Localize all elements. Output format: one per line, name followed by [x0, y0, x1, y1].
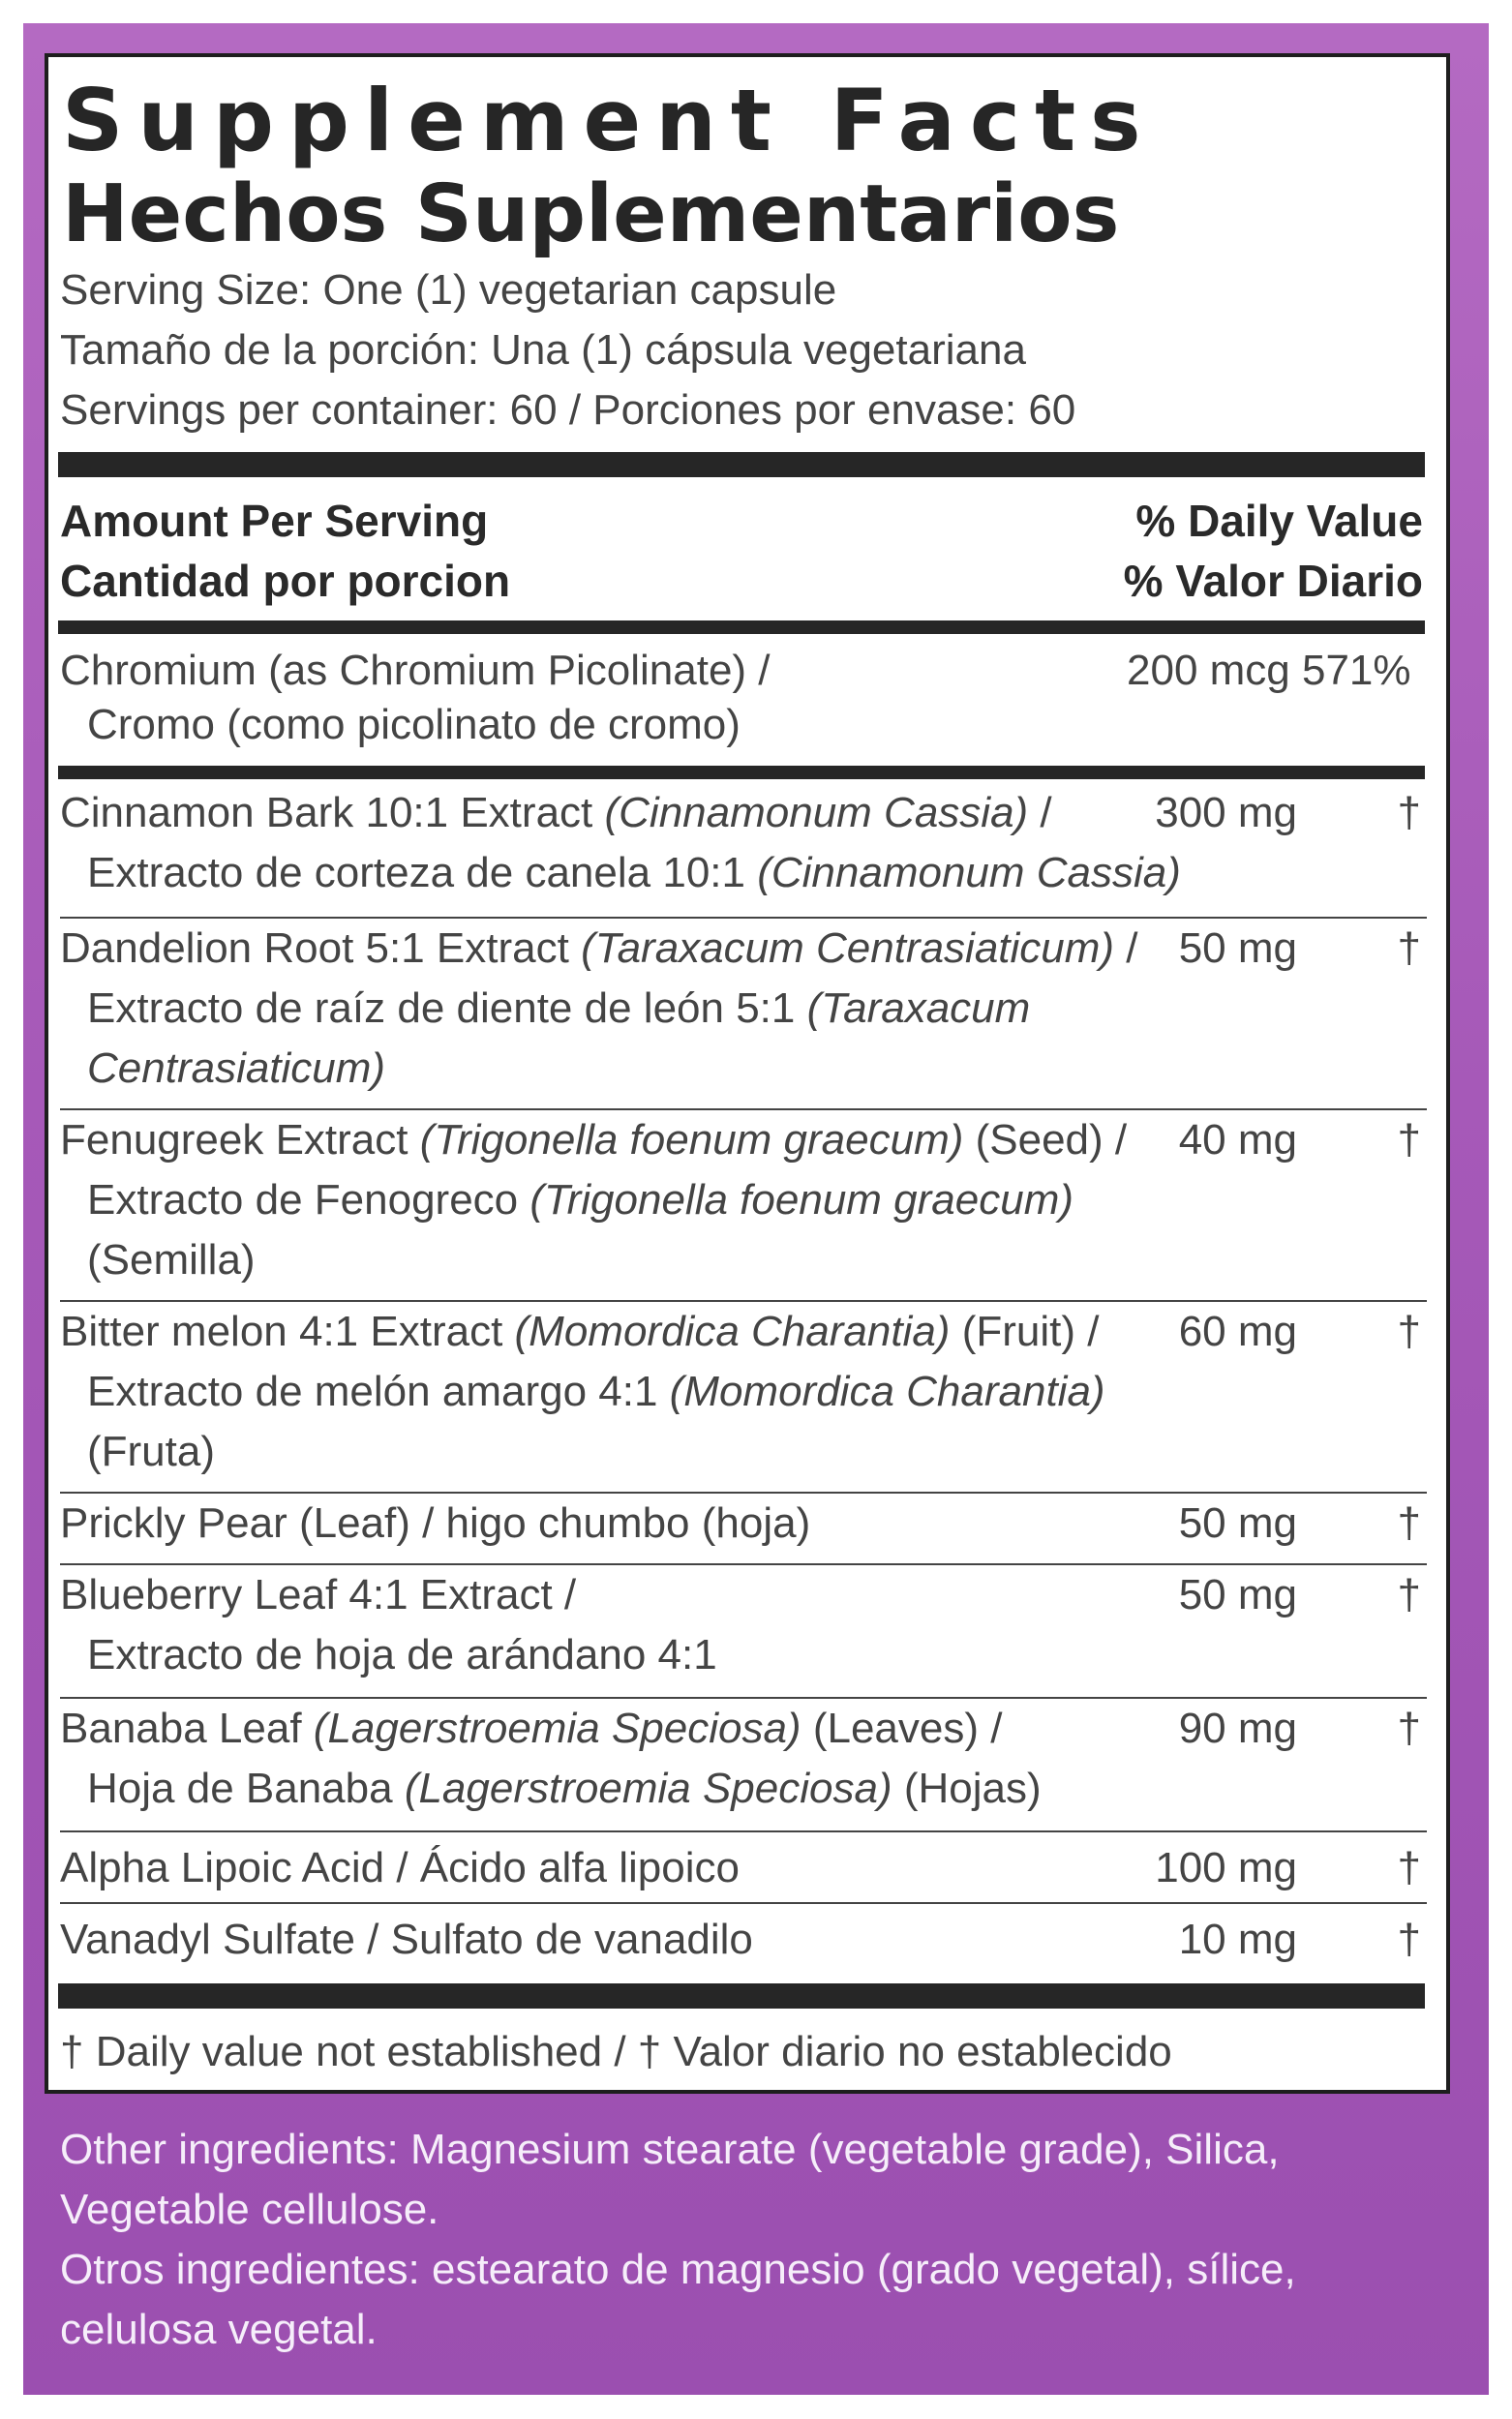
ingredient-amount: 60 mg — [1178, 1308, 1297, 1355]
ingredient-amount: 40 mg — [1178, 1116, 1297, 1164]
ingredient-row: Cinnamon Bark 10:1 Extract (Cinnamonum Cassia) / Extracto de corteza de canela 10:1 (Cinnamonum Cassia) 300 mg † — [60, 783, 1427, 919]
other-ingredients — [60, 2120, 1444, 2360]
divider-thick — [58, 1983, 1425, 2009]
ingredient-row: Alpha Lipoic Acid / Ácido alfa lipoico 100 mg † — [60, 1832, 1427, 1904]
ingredient-row: Bitter melon 4:1 Extract (Momordica Charantia) (Fruit) / Extracto de melón amargo 4:1 (Momordica Charantia) (Fruta) 60 mg † — [60, 1302, 1427, 1494]
dagger-mark: † — [1397, 1499, 1421, 1547]
dagger-mark: † — [1397, 1844, 1421, 1891]
ingredient-amount: 300 mg — [1155, 789, 1297, 836]
daily-value-footnote: † Daily value not established / † Valor diario no establecido — [60, 2028, 1172, 2075]
ingredient-amount: 90 mg — [1178, 1705, 1297, 1752]
divider-thick — [58, 452, 1425, 477]
servings-per-container: Servings per container: 60 / Porciones por envase: 60 — [60, 386, 1076, 434]
ingredient-row: Blueberry Leaf 4:1 Extract / Extracto de hoja de arándano 4:1 50 mg † — [60, 1565, 1427, 1699]
ingredient-amount: 100 mg — [1155, 1844, 1297, 1891]
dagger-mark: † — [1397, 1916, 1421, 1963]
dagger-mark: † — [1397, 1571, 1421, 1618]
ingredient-amount: 10 mg — [1178, 1916, 1297, 1963]
ingredient-row: Prickly Pear (Leaf) / higo chumbo (hoja) 50 mg † — [60, 1494, 1427, 1565]
chromium-row — [60, 644, 1435, 752]
other-ingredients-es: Otros ingredientes: estearato de magnesio (grado vegetal), sílice, celulosa vegetal. — [60, 2246, 1296, 2353]
ingredient-row: Banaba Leaf (Lagerstroemia Speciosa) (Leaves) / Hoja de Banaba (Lagerstroemia Speciosa) (Hojas) 90 mg † — [60, 1699, 1427, 1832]
serving-info — [60, 260, 1415, 440]
ingredient-row: Dandelion Root 5:1 Extract (Taraxacum Centrasiaticum) / Extracto de raíz de diente de león 5:1 (Taraxacum Centrasiaticum) 50 mg † — [60, 919, 1427, 1110]
amount-per-serving-es: Cantidad por porcion — [60, 556, 511, 606]
ingredient-row: Vanadyl Sulfate / Sulfato de vanadilo 10 mg † — [60, 1904, 1427, 1976]
daily-value-en: % Daily Value — [1135, 496, 1423, 546]
amount-per-serving-en: Amount Per Serving — [60, 496, 489, 546]
divider-mid — [58, 620, 1425, 634]
title-spanish: Hechos Suplementarios — [62, 168, 1120, 260]
ingredient-row: Fenugreek Extract (Trigonella foenum graecum) (Seed) / Extracto de Fenogreco (Trigonella foenum graecum) (Semilla) 40 mg † — [60, 1110, 1427, 1302]
dagger-mark: † — [1397, 924, 1421, 972]
divider-mid — [58, 766, 1425, 779]
ingredient-amount: 50 mg — [1178, 1499, 1297, 1547]
other-ingredients-en: Other ingredients: Magnesium stearate (vegetable grade), Silica, Vegetable cellulose. — [60, 2126, 1280, 2233]
serving-size-en: Serving Size: One (1) vegetarian capsule — [60, 266, 837, 314]
chromium-amount: 200 mcg 571% — [1127, 647, 1411, 694]
ingredient-amount: 50 mg — [1178, 1571, 1297, 1618]
serving-size-es: Tamaño de la porción: Una (1) cápsula vegetariana — [60, 326, 1026, 374]
dagger-mark: † — [1397, 1116, 1421, 1164]
ingredient-amount: 50 mg — [1178, 924, 1297, 972]
dagger-mark: † — [1397, 1705, 1421, 1752]
dagger-mark: † — [1397, 1308, 1421, 1355]
dagger-mark: † — [1397, 789, 1421, 836]
title-english: Supplement Facts — [62, 71, 1156, 170]
daily-value-es: % Valor Diario — [1123, 556, 1423, 606]
chromium-name-es: Cromo (como picolinato de cromo) — [87, 701, 741, 748]
chromium-name-en: Chromium (as Chromium Picolinate) / — [60, 647, 771, 694]
supplement-facts-panel — [45, 53, 1450, 2094]
